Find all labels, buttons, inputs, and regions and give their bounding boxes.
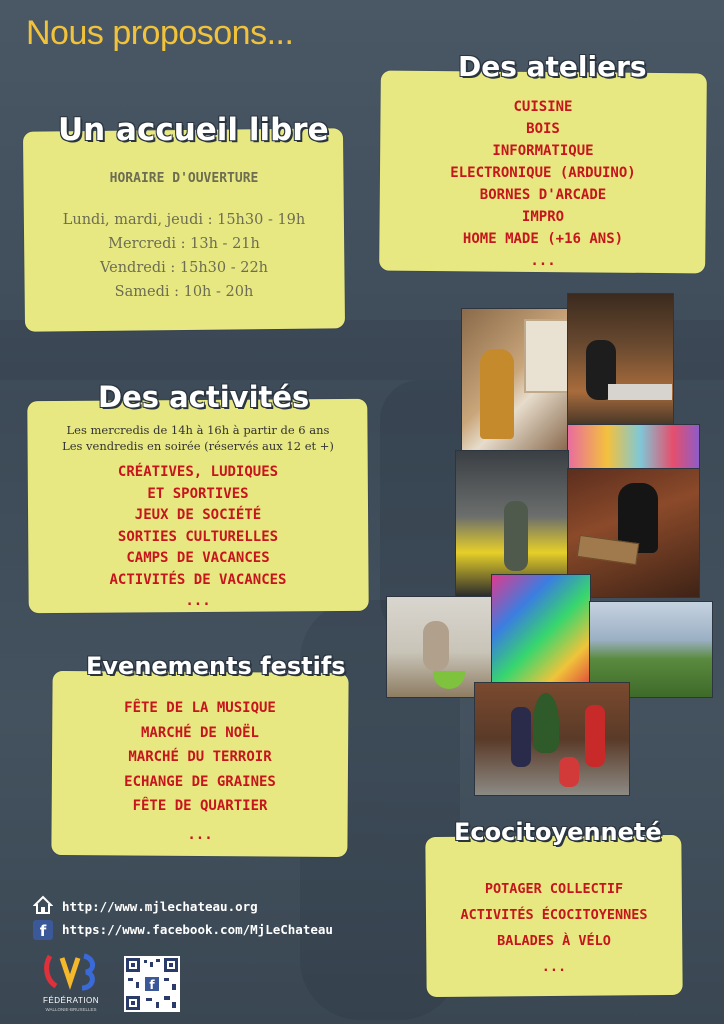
federation-sub: WALLONIE-BRUXELLES bbox=[45, 1007, 97, 1012]
activites-heading: Des activités bbox=[98, 380, 310, 414]
evenements-heading: Evenements festifs bbox=[86, 652, 346, 680]
evenement-item: FÊTE DE QUARTIER bbox=[132, 798, 268, 814]
atelier-item: HOME MADE (+16 ANS) bbox=[462, 231, 624, 247]
activite-item: CRÉATIVES, LUDIQUES bbox=[117, 464, 279, 480]
activite-item: ET SPORTIVES bbox=[147, 485, 249, 502]
hours-line: Vendredi : 15h30 - 22h bbox=[99, 260, 269, 276]
eco-item: POTAGER COLLECTIF bbox=[484, 881, 624, 897]
facebook-link[interactable]: https://www.facebook.com/MjLeChateau bbox=[62, 922, 333, 937]
hours-title: HORAIRE D'OUVERTURE bbox=[109, 171, 259, 186]
evenement-item: MARCHÉ DU TERROIR bbox=[128, 749, 272, 765]
home-icon bbox=[33, 895, 53, 915]
federation-logo-svg bbox=[40, 952, 102, 992]
eco-item: ... bbox=[541, 959, 567, 975]
evenements-list bbox=[52, 696, 348, 847]
photo-figure bbox=[480, 349, 514, 439]
photo-figure bbox=[511, 707, 531, 767]
eco-heading: Ecocitoyenneté bbox=[454, 818, 662, 846]
hours-line: Lundi, mardi, jeudi : 15h30 - 19h bbox=[62, 212, 306, 228]
activite-item: CAMPS DE VACANCES bbox=[126, 550, 270, 566]
home-icon-svg bbox=[33, 895, 53, 915]
activites-list bbox=[28, 462, 368, 613]
website-link[interactable]: http://www.mjlechateau.org bbox=[62, 899, 258, 914]
activites-intro-1: Les mercredis de 14h à 16h à partir de 6 ans bbox=[66, 423, 330, 437]
activite-item: ACTIVITÉS DE VACANCES bbox=[109, 571, 287, 588]
eco-list bbox=[426, 876, 682, 980]
qr-code[interactable] bbox=[124, 956, 180, 1012]
eco-item: BALADES À VÉLO bbox=[497, 933, 611, 949]
ateliers-heading: Des ateliers bbox=[458, 50, 647, 83]
qr-code-svg bbox=[124, 956, 180, 1012]
facebook-icon: f bbox=[33, 920, 53, 940]
activites-intro-2: Les vendredis en soirée (réservés aux 12 et +) bbox=[62, 439, 334, 453]
atelier-item: IMPRO bbox=[521, 209, 565, 225]
photo-group bbox=[474, 682, 630, 796]
atelier-item: CUISINE bbox=[513, 99, 573, 115]
photo-tree bbox=[533, 693, 559, 753]
atelier-item: ELECTRONIQUE (ARDUINO) bbox=[450, 165, 636, 181]
evenement-item: ECHANGE DE GRAINES bbox=[124, 773, 276, 790]
photo-figure bbox=[585, 705, 605, 767]
atelier-item: ... bbox=[530, 253, 556, 269]
photo-figure bbox=[423, 621, 449, 671]
activite-item: ... bbox=[185, 593, 211, 609]
hours-line: Samedi : 10h - 20h bbox=[114, 284, 254, 300]
page-title: Nous proposons... bbox=[26, 14, 294, 52]
photo-table bbox=[608, 384, 672, 400]
federation-label: FÉDÉRATION bbox=[43, 996, 99, 1005]
ateliers-list bbox=[380, 96, 706, 272]
photo-figure bbox=[559, 757, 579, 787]
atelier-item: BORNES D'ARCADE bbox=[479, 187, 607, 203]
hours-line: Mercredi : 13h - 21h bbox=[108, 236, 260, 252]
atelier-item: BOIS bbox=[526, 121, 560, 137]
activite-item: JEUX DE SOCIÉTÉ bbox=[134, 507, 262, 523]
photo-bowl bbox=[433, 671, 465, 689]
hours-list bbox=[24, 208, 344, 304]
eco-item: ACTIVITÉS ÉCOCITOYENNES bbox=[460, 907, 648, 923]
accueil-heading: Un accueil libre bbox=[58, 112, 329, 148]
evenement-item: ... bbox=[187, 826, 213, 843]
federation-logo bbox=[40, 952, 102, 1016]
activite-item: SORTIES CULTURELLES bbox=[117, 528, 279, 545]
evenement-item: MARCHÉ DE NOËL bbox=[140, 724, 259, 741]
photo-figure bbox=[504, 501, 528, 571]
photo-workshop bbox=[567, 293, 674, 425]
photo-drawing-child bbox=[461, 308, 579, 452]
photo-rainbow bbox=[491, 574, 591, 684]
atelier-item: INFORMATIQUE bbox=[492, 143, 594, 159]
svg-text:f: f bbox=[149, 978, 155, 992]
evenement-item: FÊTE DE LA MUSIQUE bbox=[124, 700, 276, 716]
